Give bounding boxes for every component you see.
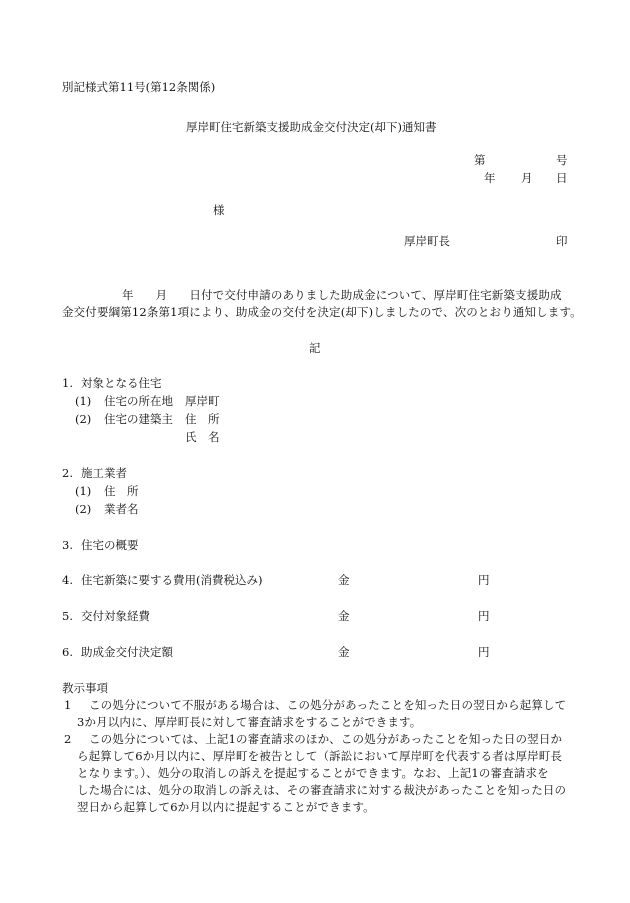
notice-2-line-5: 翌日から起算して6か月以内に提起することができます。	[77, 800, 375, 814]
item-3-num: 3.	[62, 538, 73, 552]
item-1-num: 1.	[62, 376, 73, 390]
item-1-1-value: 厚岸町	[185, 394, 220, 408]
body-year: 年	[122, 288, 134, 302]
document-title: 厚岸町住宅新築支援助成金交付決定(却下)通知書	[186, 120, 437, 134]
item-4-num: 4.	[62, 573, 73, 587]
item-2-title: 施工業者	[81, 466, 127, 480]
item-1-2-name: 氏 名	[185, 430, 220, 444]
item-2-1-num: (1)	[75, 484, 92, 498]
notice-1-line-1: この処分について不服がある場合は、この処分があったことを知った日の翌日から起算して	[89, 698, 567, 712]
notice-heading: 教示事項	[62, 681, 108, 695]
item-1-1-label: 住宅の所在地	[104, 394, 173, 408]
date-day: 日	[556, 171, 568, 185]
item-5-yen: 円	[478, 609, 490, 623]
notice-1-line-2: 3か月以内に、厚岸町長に対して審査請求をすることができます。	[77, 715, 422, 729]
body-line-2: 金交付要綱第12条第1項により、助成金の交付を決定(却下)しましたので、次のとおり通知します。	[62, 305, 582, 319]
date-month: 月	[521, 171, 533, 185]
addressee-sama: 様	[213, 203, 225, 217]
number-go: 号	[556, 153, 568, 167]
item-2-num: 2.	[62, 466, 73, 480]
ki-heading: 記	[309, 341, 321, 355]
notice-1-num: 1	[64, 698, 72, 712]
notice-2-line-1: この処分については、上記1の審査請求のほか、この処分があったことを知った日の翌日か	[89, 732, 563, 746]
notice-2-num: 2	[64, 732, 72, 746]
item-2-2-label: 業者名	[104, 502, 139, 516]
item-4-kin: 金	[338, 573, 350, 587]
item-1-title: 対象となる住宅	[81, 376, 162, 390]
item-1-2-num: (2)	[75, 412, 92, 426]
item-6-kin: 金	[338, 645, 350, 659]
notice-2-line-2: ら起算して6か月以内に、厚岸町を被告として（訴訟において厚岸町を代表する者は厚岸町長	[77, 749, 563, 763]
item-5-title: 交付対象経費	[81, 609, 150, 623]
item-2-1-label: 住 所	[104, 484, 139, 498]
issuer-name: 厚岸町長	[404, 234, 450, 248]
item-4-yen: 円	[478, 573, 490, 587]
item-6-yen: 円	[478, 645, 490, 659]
item-4-title: 住宅新築に要する費用(消費税込み)	[81, 573, 263, 587]
body-rest: 日付で交付申請のありました助成金について、厚岸町住宅新築支援助成	[189, 288, 562, 302]
item-5-kin: 金	[338, 609, 350, 623]
item-3-title: 住宅の概要	[81, 538, 139, 552]
number-dai: 第	[474, 153, 486, 167]
item-5-num: 5.	[62, 609, 73, 623]
item-1-2-address: 住 所	[185, 412, 220, 426]
notice-2-line-4: した場合には、処分の取消しの訴えは、その審査請求に対する裁決があったことを知った日の	[77, 783, 567, 797]
body-month: 月	[155, 288, 168, 302]
notice-2-line-3: となります。）、処分の取消しの訴えを提起することができます。なお、上記1の審査請求を	[77, 766, 549, 780]
issuer-seal: 印	[556, 234, 568, 248]
item-2-2-num: (2)	[75, 502, 92, 516]
form-label: 別記様式第11号(第12条関係)	[62, 80, 216, 94]
item-1-2-label: 住宅の建築主	[104, 412, 173, 426]
item-1-1-num: (1)	[75, 394, 92, 408]
date-year: 年	[484, 171, 496, 185]
item-6-num: 6.	[62, 645, 73, 659]
body-line-1	[62, 290, 562, 302]
item-6-title: 助成金交付決定額	[81, 645, 173, 659]
